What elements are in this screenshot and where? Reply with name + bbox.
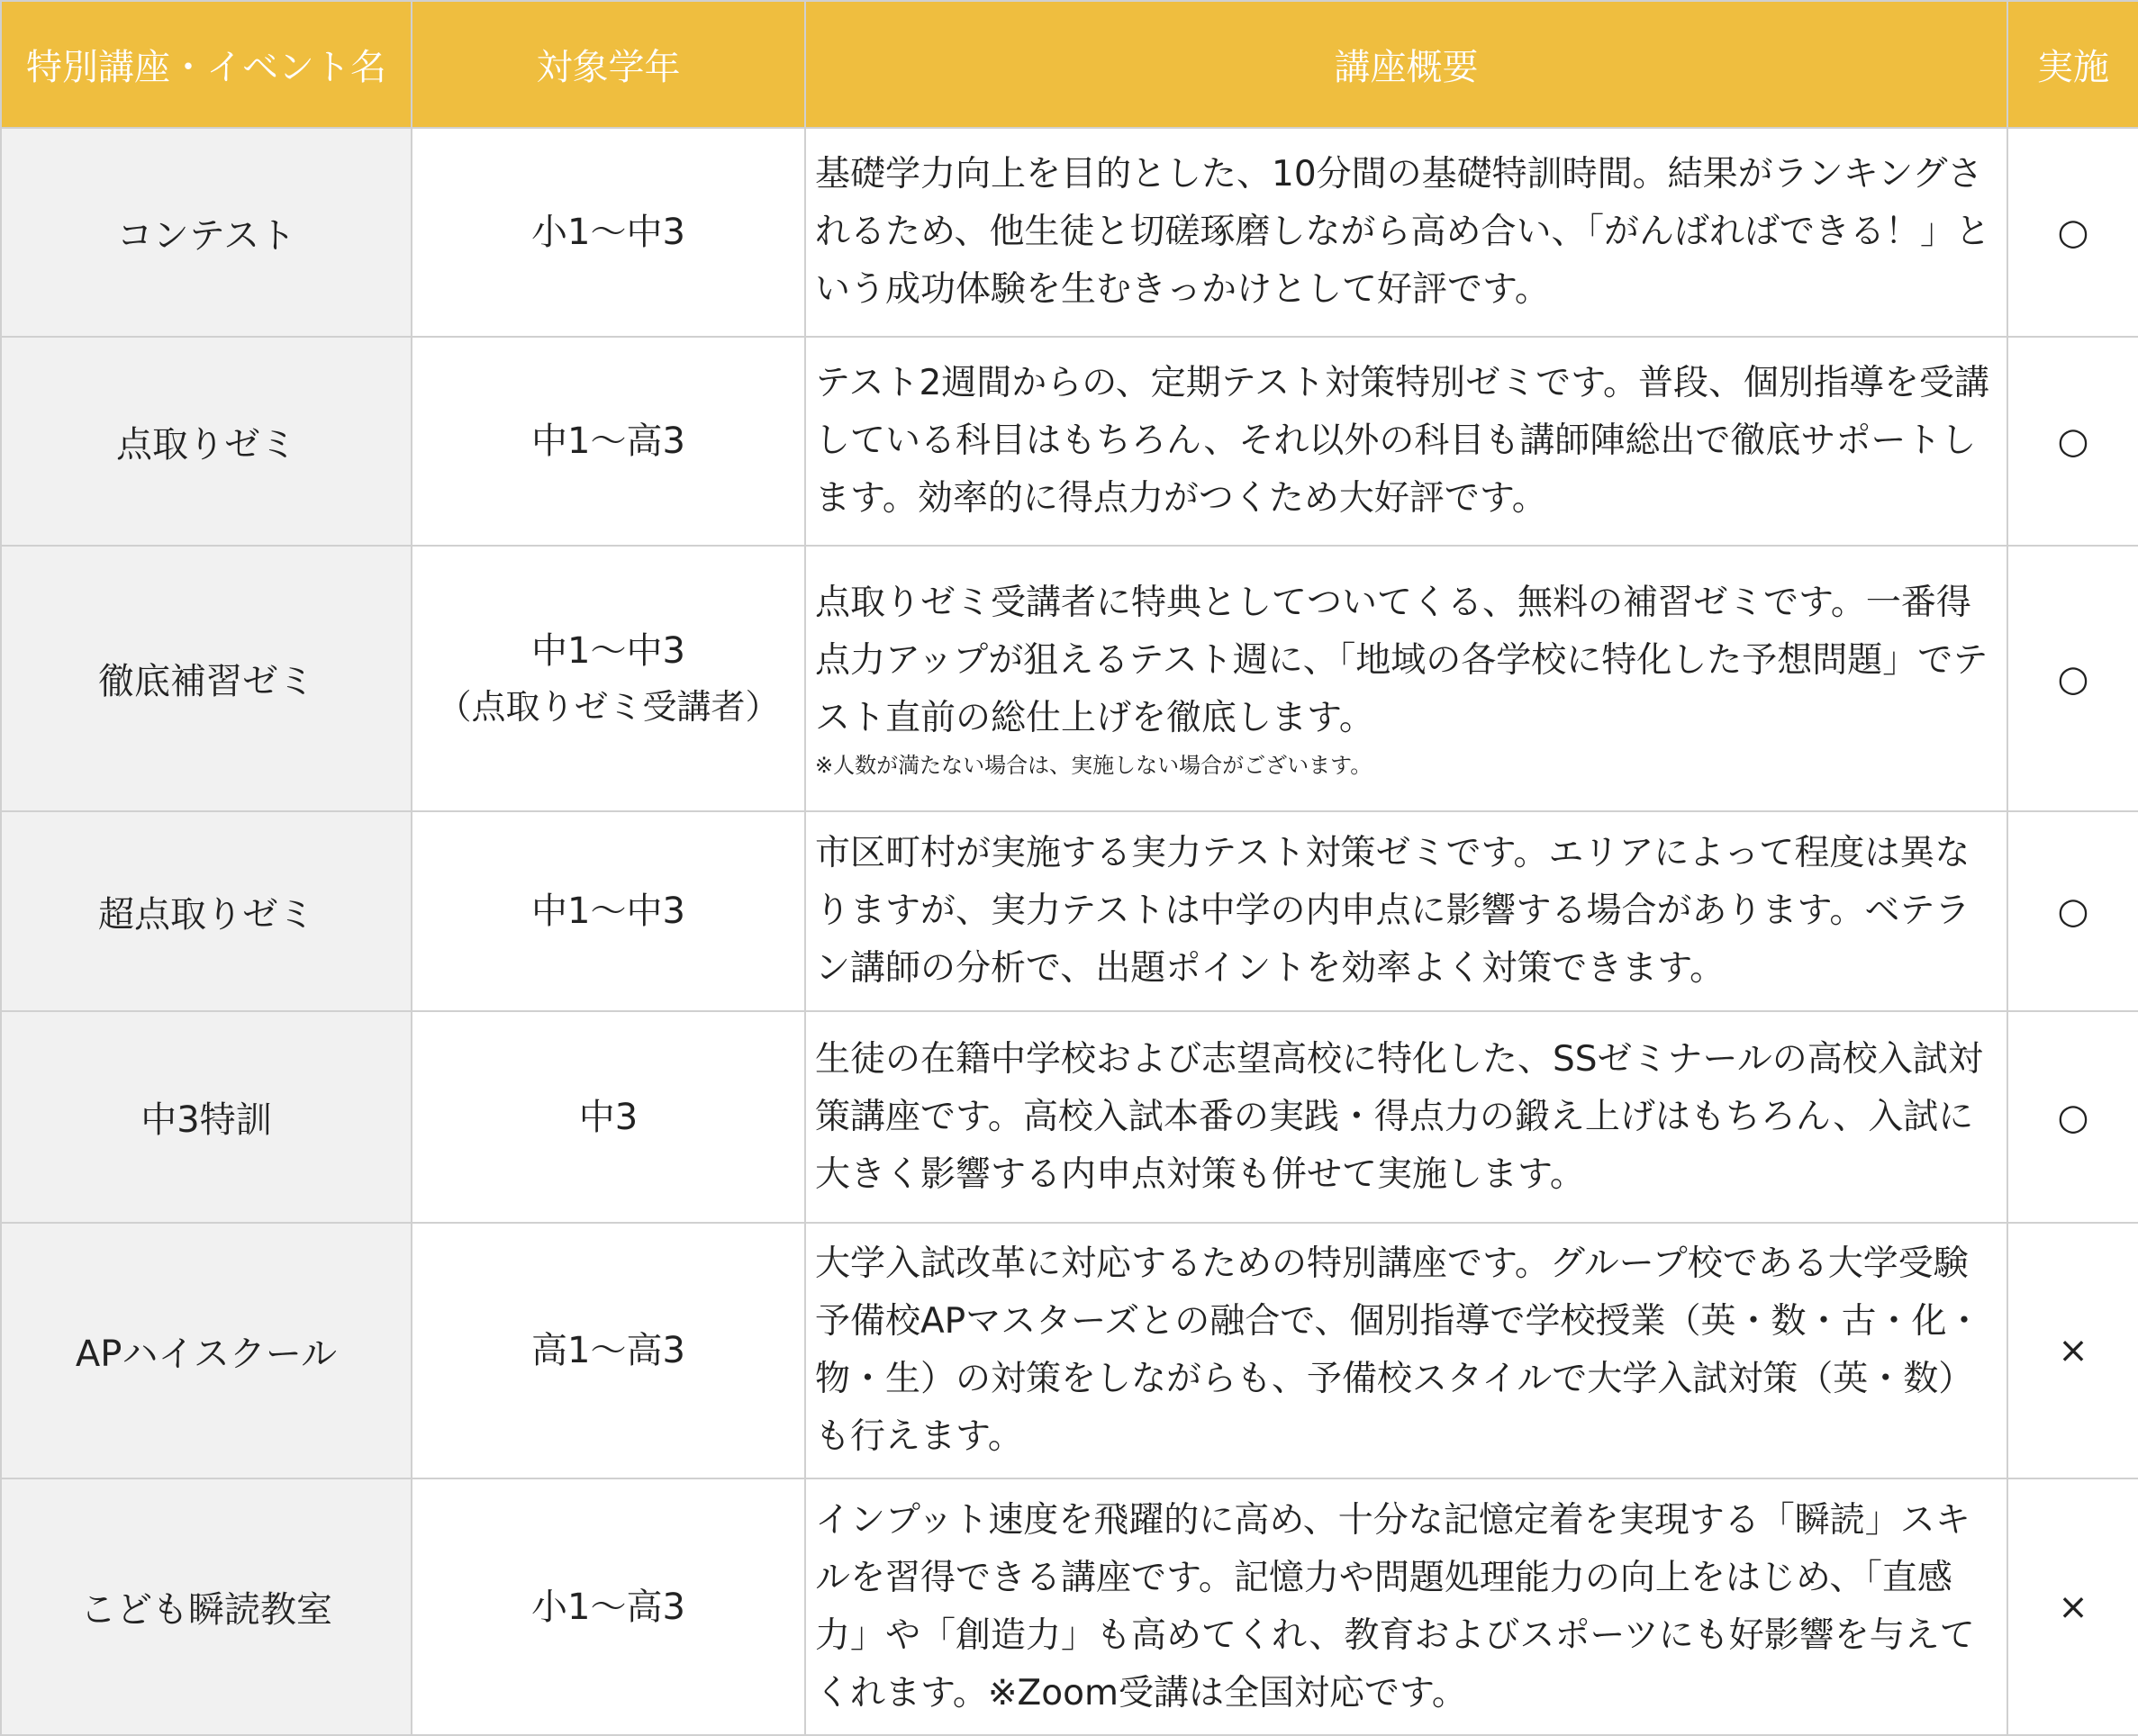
held-mark: ○ xyxy=(2007,1011,2138,1223)
grade-text: 中1〜中3 xyxy=(531,891,685,932)
table-row xyxy=(1,128,2138,337)
course-name: 中3特訓 xyxy=(1,1011,412,1223)
table-row xyxy=(1,337,2138,546)
table-row xyxy=(1,811,2138,1011)
grade-text: 小1〜高3 xyxy=(531,1586,685,1628)
course-name: 点取りゼミ xyxy=(1,337,412,546)
course-summary: テスト2週間からの、定期テスト対策特別ゼミです。普段、個別指導を受講している科目はもちろん、それ以外の科目も講師陣総出で徹底サポートします。効率的に得点力がつくため大好評です。 xyxy=(805,337,2007,546)
held-mark: ○ xyxy=(2007,128,2138,337)
held-mark: ○ xyxy=(2007,337,2138,546)
header-course-name: 特別講座・イベント名 xyxy=(1,1,412,128)
grade-note: （点取りゼミ受講者） xyxy=(437,687,780,728)
grade-text: 中3 xyxy=(578,1096,639,1138)
course-summary: 生徒の在籍中学校および志望高校に特化した、SSゼミナールの高校入試対策講座です。高校入試本番の実践・得点力の鍛え上げはもちろん、入試に大きく影響する内申点対策も併せて実施します。 xyxy=(805,1011,2007,1223)
table-row xyxy=(1,1011,2138,1223)
summary-note: ※人数が満たない場合は、実施しない場合がございます。 xyxy=(815,752,1372,778)
course-name: こども瞬読教室 xyxy=(1,1478,412,1735)
held-mark: ○ xyxy=(2007,546,2138,811)
course-summary: 基礎学力向上を目的とした、10分間の基礎特訓時間。結果がランキングされるため、他生徒と切磋琢磨しながら高め合い、「がんばればできる！」という成功体験を生むきっかけとして好評です。 xyxy=(805,128,2007,337)
course-summary xyxy=(805,546,2007,811)
summary-text: 点取りゼミ受講者に特典としてついてくる、無料の補習ゼミです。一番得点力アップが狙えるテスト週に、「地域の各学校に特化した予想問題」でテスト直前の総仕上げを徹底します。 xyxy=(815,582,1989,738)
header-target-grade: 対象学年 xyxy=(412,1,805,128)
held-mark: × xyxy=(2007,1478,2138,1735)
header-held: 実施 xyxy=(2007,1,2138,128)
grade-text: 高1〜高3 xyxy=(531,1330,685,1371)
course-name: APハイスクール xyxy=(1,1223,412,1478)
target-grade xyxy=(412,337,805,546)
target-grade xyxy=(412,546,805,811)
header-row xyxy=(1,1,2138,128)
target-grade xyxy=(412,1478,805,1735)
grade-text: 小1〜中3 xyxy=(531,212,685,253)
held-mark: × xyxy=(2007,1223,2138,1478)
table-row xyxy=(1,546,2138,811)
held-mark: ○ xyxy=(2007,811,2138,1011)
grade-text: 中1〜中3 xyxy=(531,630,685,673)
grade-text: 中1〜高3 xyxy=(531,420,685,462)
target-grade xyxy=(412,811,805,1011)
course-summary: 市区町村が実施する実力テスト対策ゼミです。エリアによって程度は異なりますが、実力テストは中学の内申点に影響する場合があります。ベテラン講師の分析で、出題ポイントを効率よく対策できます。 xyxy=(805,811,2007,1011)
table-row xyxy=(1,1223,2138,1478)
course-summary: 大学入試改革に対応するための特別講座です。グループ校である大学受験予備校APマスターズとの融合で、個別指導で学校授業（英・数・古・化・物・生）の対策をしながらも、予備校スタイルで大学入試対策（英・数）も行えます。 xyxy=(805,1223,2007,1478)
course-name: 徹底補習ゼミ xyxy=(1,546,412,811)
course-name: コンテスト xyxy=(1,128,412,337)
header-summary: 講座概要 xyxy=(805,1,2007,128)
target-grade xyxy=(412,1223,805,1478)
target-grade xyxy=(412,128,805,337)
course-name: 超点取りゼミ xyxy=(1,811,412,1011)
target-grade xyxy=(412,1011,805,1223)
course-summary: インプット速度を飛躍的に高め、十分な記憶定着を実現する「瞬読」スキルを習得できる講座です。記憶力や問題処理能力の向上をはじめ、「直感力」や「創造力」も高めてくれ、教育およびスポーツにも好影響を与えてくれます。※Zoom受講は全国対応です。 xyxy=(805,1478,2007,1735)
table-row xyxy=(1,1478,2138,1735)
